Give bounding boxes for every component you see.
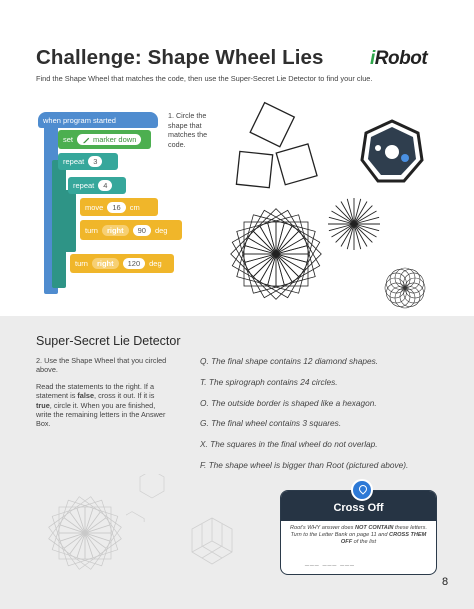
turn-right-120-block: turn right 120 deg [70, 254, 174, 273]
cross-off-title: Cross Off [281, 491, 436, 521]
circle-spirograph-shape [379, 262, 431, 314]
repeat-inner-spine [62, 190, 76, 252]
answer-blanks[interactable]: ___ ___ ___ [305, 559, 355, 566]
lie-detector-title: Super-Secret Lie Detector [36, 334, 181, 348]
statement-x[interactable]: X. The squares in the final wheel do not overlap. [200, 439, 378, 449]
decorative-cube-pattern [186, 514, 238, 570]
page-title: Challenge: Shape Wheel Lies [36, 46, 324, 69]
move-block: move 16 cm [80, 198, 158, 216]
decorative-spirograph [46, 494, 124, 572]
square-spirograph-shape [224, 204, 328, 304]
three-squares-shape [228, 100, 338, 195]
statement-o[interactable]: O. The outside border is shaped like a hexagon. [200, 398, 377, 408]
cross-off-box [280, 490, 437, 575]
statement-g[interactable]: G. The final wheel contains 3 squares. [200, 418, 342, 428]
turn-right-90-block: turn right 90 deg [80, 220, 182, 240]
decorative-hexagon-pattern [126, 474, 178, 522]
starburst-shape [326, 196, 382, 252]
page-number: 8 [442, 576, 449, 588]
repeat-outer-block: repeat 3 [58, 153, 118, 170]
step-1-instruction: 1. Circle the shape that matches the code. [168, 111, 208, 149]
intro-text: Find the Shape Wheel that matches the code, then use the Super-Secret Lie Detector to find your clue. [36, 74, 373, 83]
statement-f[interactable]: F. The shape wheel is bigger than Root (pictured above). [200, 460, 409, 470]
root-robot-icon [358, 118, 426, 186]
step-2-instruction: 2. Use the Shape Wheel that you circled above. [36, 356, 167, 375]
location-pin-icon [351, 479, 373, 501]
lie-detector-rules: Read the statements to the right. If a statement is false, cross it out. If it is true, circle it. When you are finished, write the remaining letters in the Answer Box. [36, 382, 166, 429]
repeat-inner-block: repeat 4 [68, 177, 126, 194]
when-program-started-block: when program started [38, 112, 158, 128]
cross-off-instructions: Root's WHY answer does NOT CONTAIN these letters. Turn to the Letter Bank on page 11 and CROSS THEM OFF of the list [289, 525, 428, 545]
marker-icon [82, 135, 91, 144]
set-marker-block: set marker down [58, 130, 151, 149]
statement-q[interactable]: Q. The final shape contains 12 diamond shapes. [200, 356, 379, 366]
statement-t[interactable]: T. The spirograph contains 24 circles. [200, 377, 338, 387]
brand-logo: iRobot [370, 48, 428, 69]
